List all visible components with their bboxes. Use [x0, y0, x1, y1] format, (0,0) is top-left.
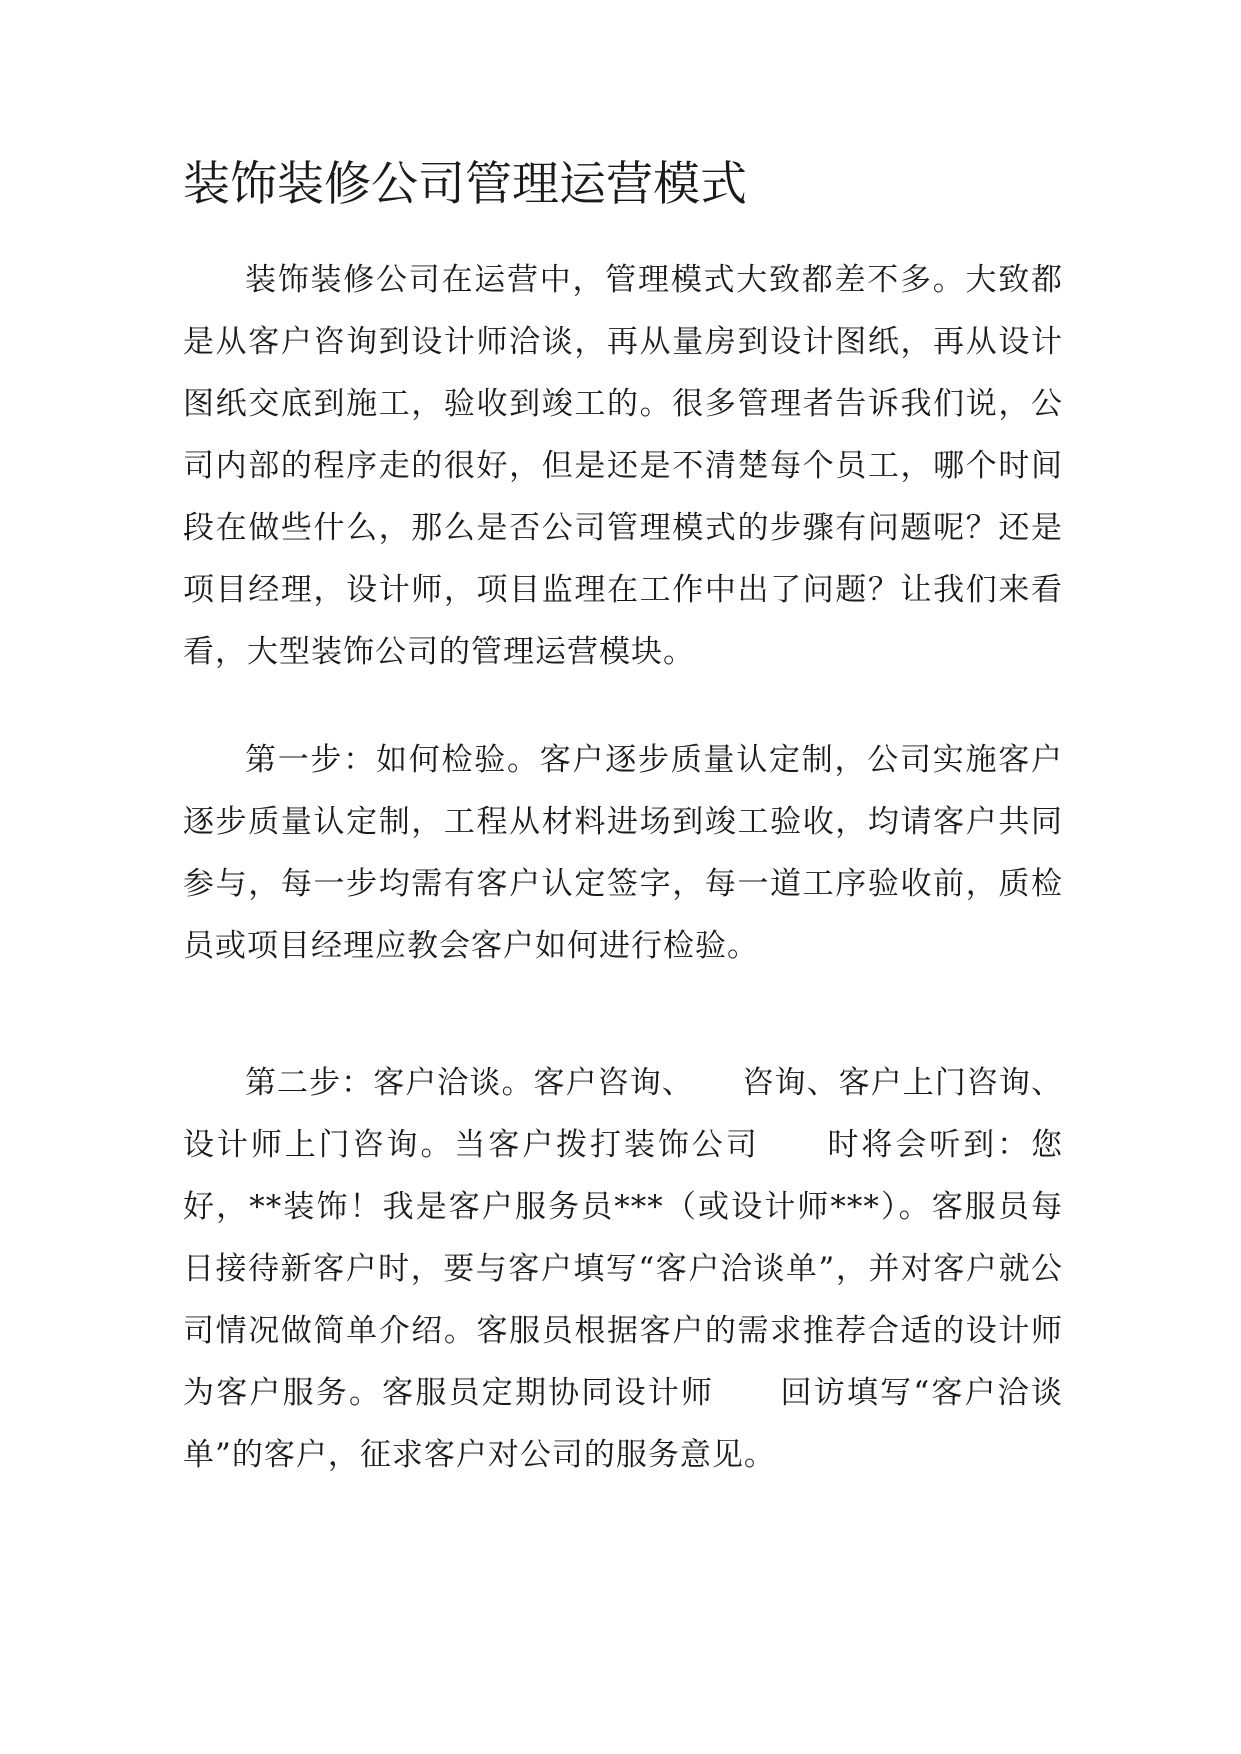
- paragraph-step-one: 第一步：如何检验。客户逐步质量认定制，公司实施客户逐步质量认定制，工程从材料进场到竣工验收，均请客户共同参与，每一步均需有客户认定签字，每一道工序验收前，质检员或项目经理应教会客户如何进行检验。: [183, 742, 1063, 964]
- paragraph-intro: 装饰装修公司在运营中，管理模式大致都差不多。大致都是从客户咨询到设计师洽谈，再从量房到设计图纸，再从设计图纸交底到施工，验收到竣工的。很多管理者告诉我们说，公司内部的程序走的很好，但是还是不清楚每个员工，哪个时间段在做些什么，那么是否公司管理模式的步骤有问题呢？还是项目经理，设计师，项目监理在工作中出了问题？让我们来看看，大型装饰公司的管理运营模块。: [183, 262, 1063, 670]
- paragraph-step-two: 第二步：客户洽谈。客户咨询、 咨询、客户上门咨询、设计师上门咨询。当客户拨打装饰公司 时将会听到：您好，**装饰！我是客户服务员***（或设计师***）。客服员每日接待新客户时，要与客户填写“客户洽谈单”，并对客户就公司情况做简单介绍。客服员根据客户的需求推荐合适的设计师为客户服务。客服员定期协同设计师 回访填写“客户洽谈单”的客户，征求客户对公司的服务意见。: [183, 1065, 1063, 1473]
- document-title: 装饰装修公司管理运营模式: [183, 157, 747, 212]
